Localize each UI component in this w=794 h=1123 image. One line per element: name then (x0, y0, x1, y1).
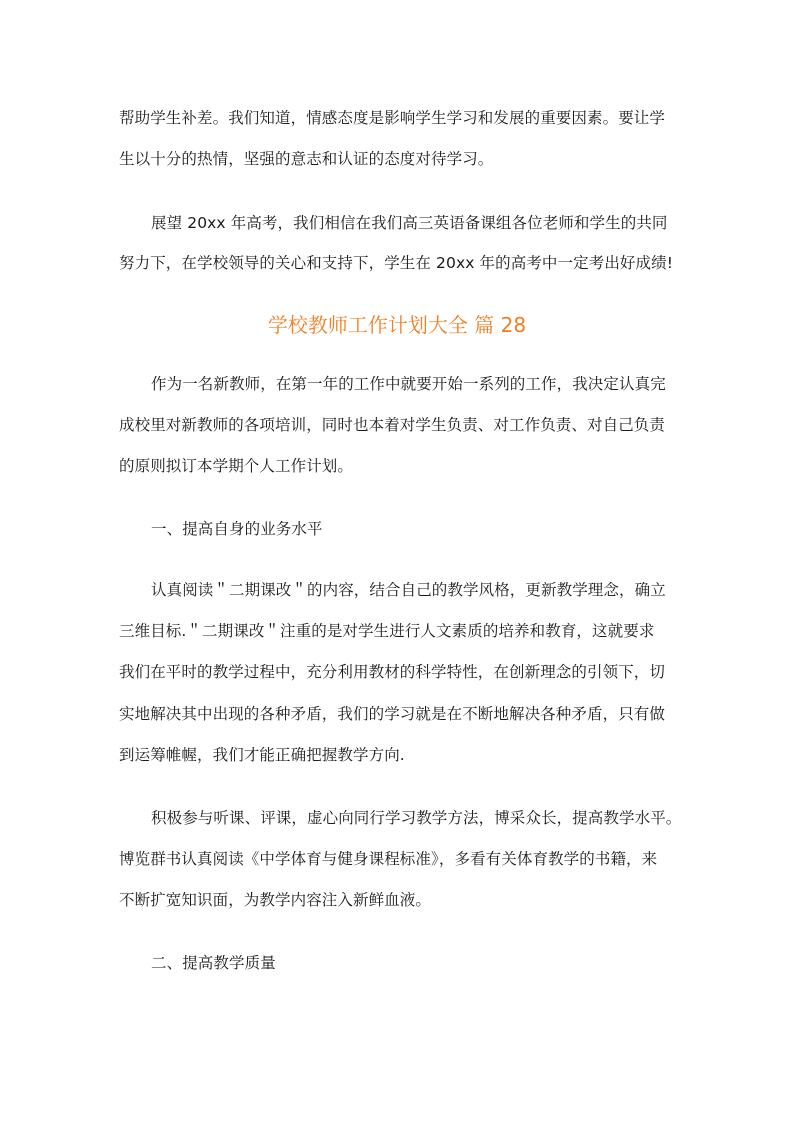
paragraph-line: 不断扩宽知识面，为教学内容注入新鲜血液。 (119, 891, 432, 909)
subsection-heading: 一、提高自身的业务水平 (151, 520, 323, 538)
paragraph-line: 积极参与听课、评课，虚心向同行学习教学方法，博采众长，提高教学水平。 (151, 809, 682, 827)
subsection-heading: 二、提高教学质量 (151, 954, 276, 972)
paragraph-line: 三维目标.＂二期课改＂注重的是对学生进行人文素质的培养和教育，这就要求 (119, 622, 655, 640)
paragraph-line: 展望 20xx 年高考，我们相信在我们高三英语备课组各位老师和学生的共同 (151, 214, 668, 232)
paragraph-line: 的原则拟订本学期个人工作计划。 (119, 457, 354, 475)
paragraph-line: 成校里对新教师的各项培训，同时也本着对学生负责、对工作负责、对自己负责 (119, 416, 666, 434)
section-heading: 学校教师工作计划大全 篇 28 (267, 313, 527, 337)
paragraph-line: 作为一名新教师，在第一年的工作中就要开始一系列的工作，我决定认真完 (151, 375, 666, 393)
paragraph-line: 认真阅读＂二期课改＂的内容，结合自己的教学风格，更新教学理念，确立 (151, 581, 666, 599)
paragraph-line: 博览群书认真阅读《中学体育与健身课程标准》，多看有关体育教学的书籍，来 (119, 850, 658, 868)
paragraph-line: 生以十分的热情，坚强的意志和认证的态度对待学习。 (119, 150, 494, 168)
paragraph-line: 实地解决其中出现的各种矛盾，我们的学习就是在不断地解决各种矛盾，只有做 (119, 705, 666, 723)
paragraph-line: 到运筹帷幄，我们才能正确把握教学方向. (119, 746, 405, 764)
paragraph-line: 帮助学生补差。我们知道，情感态度是影响学生学习和发展的重要因素。要让学 (119, 109, 666, 127)
paragraph-line: 努力下，在学校领导的关心和支持下，学生在 20xx 年的高考中一定考出好成绩! (119, 254, 674, 272)
paragraph-line: 我们在平时的教学过程中，充分利用教材的科学特性，在创新理念的引领下，切 (119, 663, 666, 681)
